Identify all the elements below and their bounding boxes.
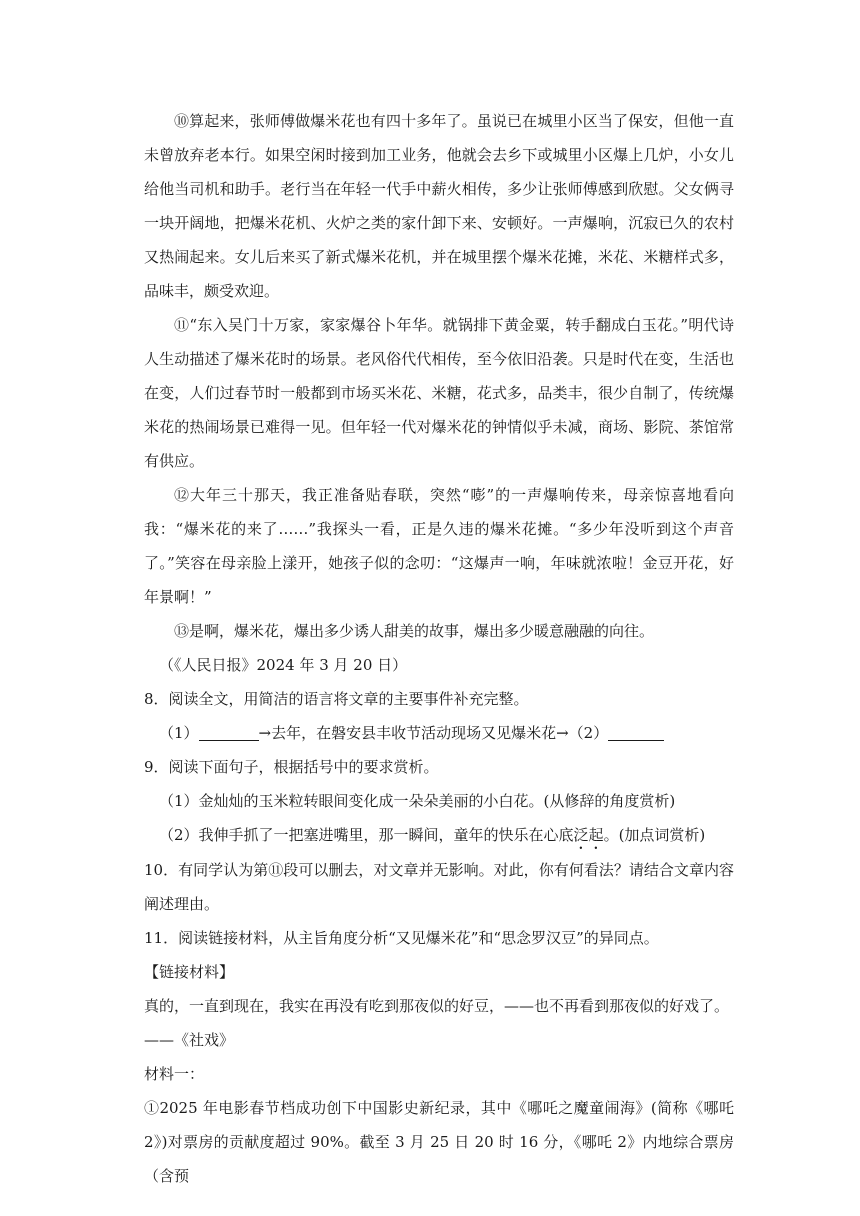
question-8-stem: 8．阅读全文，用简洁的语言将文章的主要事件补充完整。	[144, 690, 529, 708]
paragraph-12: ⑫大年三十那天，我正准备贴春联，突然“嘭”的一声爆响传来，母亲惊喜地看向我：“爆米花的来了……”我探头一看，正是久违的爆米花摊。“多少年没听到这个声音了。”笑容在母亲脸上漾开，她孩子似的念叨：“这爆声一响，年味就浓啦！金豆开花，好年景啊！”	[144, 486, 734, 606]
answer-blank-1	[199, 722, 259, 741]
question-9-stem: 9．阅读下面句子，根据括号中的要求赏析。	[144, 758, 439, 776]
link-material-source: ——《社戏》	[144, 1031, 235, 1049]
question-8-label-1: （1）	[159, 724, 199, 742]
material-one-paragraph-1: ①2025 年电影春节档成功创下中国影史新纪录，其中《哪吒之魔童闹海》(简称《哪吒2》)对票房的贡献度超过 90%。截至 3 月 25 日 20 时 16 分，《哪吒 2》内地综合票房（含预	[144, 1099, 734, 1185]
article-source: （《人民日报》2024 年 3 月 20 日）	[159, 656, 408, 674]
answer-blank-2	[608, 722, 664, 741]
question-9-item-2	[144, 818, 734, 853]
paragraph-11: ⑪“东入吴门十万家，家家爆谷卜年华。就锅排下黄金粟，转手翻成白玉花。”明代诗人生动描述了爆米花时的场景。老风俗代代相传，至今依旧沿袭。只是时代在变，生活也在变，人们过春节时一般都到市场买米花、米糖，花式多，品类丰，很少自制了，传统爆米花的热闹场景已难得一见。但年轻一代对爆米花的钟情似乎未减，商场、影院、茶馆常有供应。	[144, 316, 734, 470]
paragraph-10: ⑩算起来，张师傅做爆米花也有四十多年了。虽说已在城里小区当了保安，但他一直未曾放弃老本行。如果空闲时接到加工业务，他就会去乡下或城里小区爆上几炉，小女儿给他当司机和助手。老行当在年轻一代手中薪火相传，多少让张师傅感到欣慰。父女俩寻一块开阔地，把爆米花机、火炉之类的家什卸下来、安顿好。一声爆响，沉寂已久的农村又热闹起来。女儿后来买了新式爆米花机，并在城里摆个爆米花摊，米花、米糖样式多，品味丰，颇受欢迎。	[144, 112, 734, 300]
paragraph-13: ⑬是啊，爆米花，爆出多少诱人甜美的故事，爆出多少暖意融融的向往。	[174, 622, 655, 640]
question-9-item-2-after: 。(加点词赏析)	[603, 826, 706, 844]
question-8-events	[144, 716, 734, 750]
emphasized-word: 泛起	[573, 826, 604, 844]
document-content	[144, 104, 734, 1193]
link-material-quote: 真的，一直到现在，我实在再没有吃到那夜似的好豆，——也不再看到那夜似的好戏了。	[144, 997, 730, 1015]
question-8-middle-text: →去年，在磐安县丰收节活动现场又见爆米花→（2）	[258, 724, 609, 742]
question-10-stem: 10．有同学认为第⑪段可以删去，对文章并无影响。对此，你有何看法？请结合文章内容阐述理由。	[144, 861, 734, 913]
material-one-heading: 材料一：	[144, 1065, 205, 1083]
question-9-item-2-before: （2）我伸手抓了一把塞进嘴里，那一瞬间，童年的快乐在心底	[159, 826, 574, 844]
link-material-heading: 【链接材料】	[144, 963, 235, 981]
question-11-stem: 11．阅读链接材料，从主旨角度分析“又见爆米花”和“思念罗汉豆”的异同点。	[144, 929, 659, 947]
question-9-item-1: （1）金灿灿的玉米粒转眼间变化成一朵朵美丽的小白花。(从修辞的角度赏析)	[159, 792, 676, 810]
